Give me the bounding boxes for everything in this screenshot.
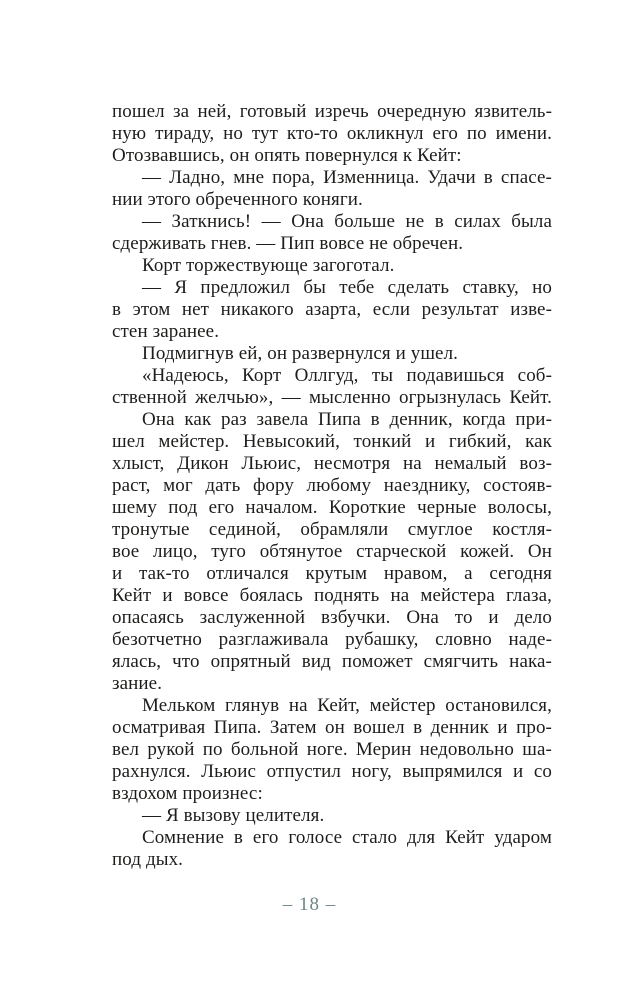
text-line: ственной желчью», — мысленно огрызнулась Кейт. xyxy=(112,387,552,408)
text-line: «Надеюсь, Корт Оллгуд, ты подавишься соб- xyxy=(142,365,552,386)
text-line: раст, мог дать фору любому наезднику, состояв- xyxy=(112,475,552,496)
text-line: стен заранее. xyxy=(112,321,220,342)
text-line: — Я предложил бы тебе сделать ставку, но xyxy=(142,277,552,298)
text-line: хлыст, Дикон Льюис, несмотря на немалый воз- xyxy=(112,453,552,474)
page-footer xyxy=(0,893,619,917)
text-line: рахнулся. Льюис отпустил ногу, выпрямился и со xyxy=(112,761,552,782)
text-line: ялась, что опрятный вид поможет смягчить нака- xyxy=(112,651,552,672)
text-line: вздохом произнес: xyxy=(112,783,263,804)
text-line: сдерживать гнев. — Пип вовсе не обречен. xyxy=(112,233,464,254)
text-line: ную тираду, но тут кто-то окликнул его по имени. xyxy=(112,123,552,144)
text-line: Корт торжествующе загоготал. xyxy=(142,255,395,276)
text-line: шему под его началом. Короткие черные волосы, xyxy=(112,497,552,518)
text-line: под дых. xyxy=(112,849,184,870)
text-line: и так-то отличался крутым нравом, а сегодня xyxy=(112,563,552,584)
text-line: Сомнение в его голосе стало для Кейт ударом xyxy=(142,827,552,848)
text-line: Подмигнув ей, он развернулся и ушел. xyxy=(142,343,459,364)
text-line: зание. xyxy=(112,673,163,694)
text-line: — Я вызову целителя. xyxy=(142,805,325,826)
text-line: Она как раз завела Пипа в денник, когда при- xyxy=(142,409,552,430)
text-line: Кейт и вовсе боялась поднять на мейстера глаза, xyxy=(112,585,552,606)
text-line: в этом нет никакого азарта, если результат изве- xyxy=(112,299,552,320)
text-line: шел мейстер. Невысокий, тонкий и гибкий, как xyxy=(112,431,552,452)
text-line: опасаясь заслуженной взбучки. Она то и дело xyxy=(112,607,552,628)
text-line: вое лицо, туго обтянутое старческой кожей. Он xyxy=(112,541,552,562)
text-line: — Заткнись! — Она больше не в силах была xyxy=(142,211,552,232)
text-line: безотчетно разглаживала рубашку, словно наде- xyxy=(112,629,552,650)
text-line: вел рукой по больной ноге. Мерин недовольно ша- xyxy=(112,739,552,760)
text-line: Отозвавшись, он опять повернулся к Кейт: xyxy=(112,145,462,166)
text-line: осматривая Пипа. Затем он вошел в денник и про- xyxy=(112,717,552,738)
text-line: — Ладно, мне пора, Изменница. Удачи в спасе- xyxy=(142,167,552,188)
text-line: пошел за ней, готовый изречь очередную язвитель- xyxy=(112,101,552,122)
text-line: нии этого обреченного коняги. xyxy=(112,189,363,210)
page-text-block xyxy=(112,101,552,871)
text-line: тронутые сединой, обрамляли смуглое костля- xyxy=(112,519,552,540)
text-line: Мельком глянув на Кейт, мейстер остановился, xyxy=(142,695,552,716)
page-number: – 18 – xyxy=(282,894,337,915)
